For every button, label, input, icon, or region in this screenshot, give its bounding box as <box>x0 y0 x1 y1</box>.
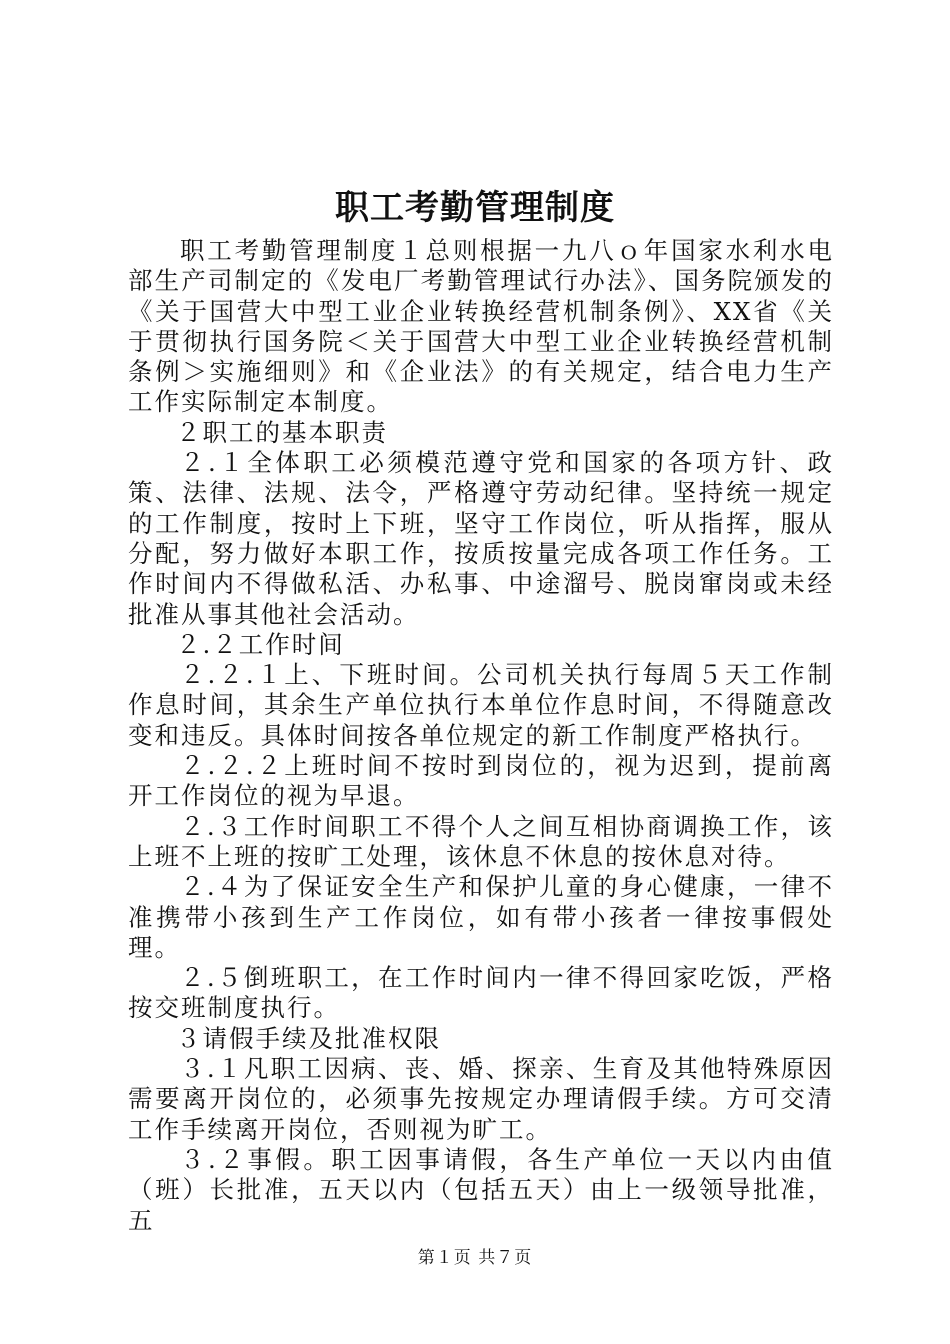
paragraph: ３.２事假。职工因事请假，各生产单位一天以内由值（班）长批准，五天以内（包括五天）由上一级领导批准，五 <box>128 1144 834 1235</box>
paragraph: ２.２.１上、下班时间。公司机关执行每周５天工作制作息时间，其余生产单位执行本单位作息时间，不得随意改变和违反。具体时间按各单位规定的新工作制度严格执行。 <box>128 660 834 750</box>
page-title: 职工考勤管理制度 <box>335 188 615 228</box>
section-heading: ２职工的基本职责 <box>176 417 388 447</box>
paragraph: ３.１凡职工因病、丧、婚、探亲、生育及其他特殊原因需要离开岗位的，必须事先按规定办理请假手续。方可交清工作手续离开岗位，否则视为旷工。 <box>128 1054 834 1144</box>
paragraph: ２.４为了保证安全生产和保护儿童的身心健康，一律不准携带小孩到生产工作岗位，如有带小孩者一律按事假处理。 <box>128 872 834 962</box>
page-number: 第１页 共７页 <box>417 1248 533 1268</box>
paragraph: ２.５倒班职工，在工作时间内一律不得回家吃饭，严格按交班制度执行。 <box>128 963 834 1023</box>
section-heading: ２.２工作时间 <box>176 629 345 659</box>
paragraph: 职工考勤管理制度１总则根据一九八ｏ年国家水利水电部生产司制定的《发电厂考勤管理试行办法》、国务院颁发的《关于国营大中型工业企业转换经营机制条例》、XX省《关于贯彻执行国务院＜关于国营大中型工业企业转换经营机制条例＞实施细则》和《企业法》的有关规定，结合电力生产工作实际制定本制度。 <box>128 236 834 417</box>
document-body <box>128 236 834 1236</box>
paragraph: ２.３工作时间职工不得个人之间互相协商调换工作，该上班不上班的按旷工处理，该休息不休息的按休息对待。 <box>128 811 834 871</box>
paragraph: ２.２.２上班时间不按时到岗位的，视为迟到，提前离开工作岗位的视为早退。 <box>128 751 834 811</box>
paragraph: ２.１全体职工必须模范遵守党和国家的各项方针、政策、法律、法规、法令，严格遵守劳动纪律。坚持统一规定的工作制度，按时上下班，坚守工作岗位，听从指挥，服从分配，努力做好本职工作，按质按量完成各项工作任务。工作时间内不得做私活、办私事、中途溜号、脱岗窜岗或未经批准从事其他社会活动。 <box>128 448 834 629</box>
section-heading: ３请假手续及批准权限 <box>176 1023 441 1053</box>
